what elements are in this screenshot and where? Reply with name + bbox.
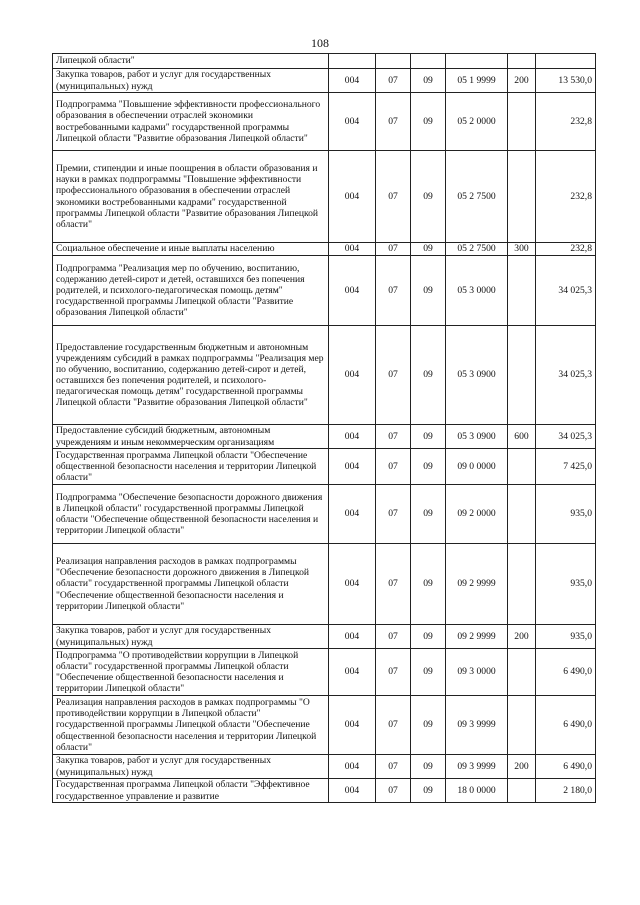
page-number: 108: [311, 36, 329, 50]
row-subsection-code: 09: [411, 625, 446, 649]
row-expense-type-code: [508, 93, 536, 151]
row-amount: 34 025,3: [536, 326, 596, 425]
row-subsection-code: 09: [411, 755, 446, 779]
row-expense-type-code: 600: [508, 425, 536, 449]
row-amount: 2 180,0: [536, 779, 596, 803]
row-target-article-code: 05 2 7500: [446, 151, 508, 243]
table-row: [53, 449, 596, 485]
row-section-code: 07: [376, 755, 411, 779]
row-description: Подпрограмма "Обеспечение безопасности дорожного движения в Липецкой области" государственной программы Липецкой области "Обеспечение общественной безопасности населения и территории Липецкой области": [53, 485, 329, 544]
row-section-code: 07: [376, 326, 411, 425]
row-description: Реализация направления расходов в рамках подпрограммы "Обеспечение безопасности дорожного движения в Липецкой области" государственной программы Липецкой области "Обеспечение общественной безопасности населения и территории Липецкой области": [53, 544, 329, 625]
row-amount: 6 490,0: [536, 696, 596, 755]
row-description: Реализация направления расходов в рамках подпрограммы "О противодействии коррупции в Липецкой области" государственной программы Липецкой области "Обеспечение общественной безопасности населения и территории Липецкой области": [53, 696, 329, 755]
row-expense-type-code: [508, 485, 536, 544]
row-amount: 935,0: [536, 625, 596, 649]
row-ministry-code: 004: [329, 256, 376, 326]
row-subsection-code: 09: [411, 449, 446, 485]
row-expense-type-code: [508, 151, 536, 243]
row-subsection-code: 09: [411, 93, 446, 151]
row-amount: 935,0: [536, 485, 596, 544]
row-target-article-code: 05 2 7500: [446, 243, 508, 256]
row-ministry-code: 004: [329, 696, 376, 755]
row-target-article-code: 05 3 0000: [446, 256, 508, 326]
row-expense-type-code: [508, 449, 536, 485]
row-expense-type-code: [508, 696, 536, 755]
row-expense-type-code: [508, 544, 536, 625]
row-amount: 34 025,3: [536, 256, 596, 326]
row-target-article-code: 09 2 9999: [446, 544, 508, 625]
row-description: Социальное обеспечение и иные выплаты населению: [53, 243, 329, 256]
row-target-article-code: 05 3 0900: [446, 326, 508, 425]
row-subsection-code: [411, 54, 446, 69]
row-amount: 6 490,0: [536, 755, 596, 779]
row-description: Государственная программа Липецкой области "Эффективное государственное управление и развитие: [53, 779, 329, 803]
row-description: Государственная программа Липецкой области "Обеспечение общественной безопасности населения и территории Липецкой области": [53, 449, 329, 485]
row-section-code: 07: [376, 243, 411, 256]
row-section-code: 07: [376, 649, 411, 696]
row-section-code: 07: [376, 93, 411, 151]
table-row: [53, 69, 596, 93]
row-amount: 232,8: [536, 243, 596, 256]
row-expense-type-code: 200: [508, 625, 536, 649]
table-row: [53, 544, 596, 625]
row-description: Предоставление субсидий бюджетным, автономным учреждениям и иным некоммерческим организациям: [53, 425, 329, 449]
row-description: Липецкой области": [53, 54, 329, 69]
row-section-code: 07: [376, 449, 411, 485]
row-subsection-code: 09: [411, 69, 446, 93]
row-ministry-code: 004: [329, 93, 376, 151]
row-amount: 935,0: [536, 544, 596, 625]
row-ministry-code: 004: [329, 151, 376, 243]
row-expense-type-code: 200: [508, 755, 536, 779]
row-target-article-code: 09 0 0000: [446, 449, 508, 485]
row-amount: 7 425,0: [536, 449, 596, 485]
row-description: Закупка товаров, работ и услуг для государственных (муниципальных) нужд: [53, 755, 329, 779]
table-row: [53, 93, 596, 151]
row-description: Закупка товаров, работ и услуг для государственных (муниципальных) нужд: [53, 625, 329, 649]
row-description: Премии, стипендии и иные поощрения в области образования и науки в рамках подпрограммы "Повышение эффективности профессионального образования в обеспечении отраслей экономики востребованными кадрами" государственной программы Липецкой области "Развитие образования Липецкой области": [53, 151, 329, 243]
row-expense-type-code: [508, 326, 536, 425]
table-row: [53, 326, 596, 425]
row-target-article-code: 09 2 0000: [446, 485, 508, 544]
row-section-code: 07: [376, 485, 411, 544]
row-ministry-code: 004: [329, 544, 376, 625]
table-row: [53, 256, 596, 326]
row-ministry-code: 004: [329, 485, 376, 544]
row-amount: 6 490,0: [536, 649, 596, 696]
table-row: [53, 151, 596, 243]
table-row: [53, 696, 596, 755]
table-body: [53, 54, 596, 803]
row-amount: 34 025,3: [536, 425, 596, 449]
table-row: [53, 625, 596, 649]
row-section-code: 07: [376, 151, 411, 243]
row-subsection-code: 09: [411, 425, 446, 449]
row-target-article-code: 05 3 0900: [446, 425, 508, 449]
row-description: Предоставление государственным бюджетным и автономным учреждениям субсидий в рамках подпрограммы "Реализация мер по обучению, воспитанию, содержанию детей-сирот и детей, оставшихся без попечения родителей, и психолого-педагогическая помощь детям" государственной программы Липецкой области "Развитие образования Липецкой области": [53, 326, 329, 425]
row-ministry-code: 004: [329, 449, 376, 485]
row-expense-type-code: 200: [508, 69, 536, 93]
row-section-code: [376, 54, 411, 69]
row-amount: 232,8: [536, 151, 596, 243]
row-amount: 232,8: [536, 93, 596, 151]
row-section-code: 07: [376, 779, 411, 803]
row-target-article-code: 05 2 0000: [446, 93, 508, 151]
row-ministry-code: 004: [329, 425, 376, 449]
table-row: [53, 54, 596, 69]
row-target-article-code: 09 2 9999: [446, 625, 508, 649]
row-section-code: 07: [376, 625, 411, 649]
row-ministry-code: 004: [329, 625, 376, 649]
row-amount: 13 530,0: [536, 69, 596, 93]
budget-table: [52, 53, 596, 803]
row-expense-type-code: [508, 779, 536, 803]
row-ministry-code: 004: [329, 69, 376, 93]
row-ministry-code: [329, 54, 376, 69]
row-section-code: 07: [376, 544, 411, 625]
row-amount: [536, 54, 596, 69]
row-expense-type-code: [508, 649, 536, 696]
row-subsection-code: 09: [411, 696, 446, 755]
table-row: [53, 755, 596, 779]
row-section-code: 07: [376, 69, 411, 93]
row-ministry-code: 004: [329, 243, 376, 256]
row-target-article-code: 18 0 0000: [446, 779, 508, 803]
row-description: Подпрограмма "О противодействии коррупции в Липецкой области" государственной программы Липецкой области "Обеспечение общественной безопасности населения и территории Липецкой области": [53, 649, 329, 696]
row-description: Закупка товаров, работ и услуг для государственных (муниципальных) нужд: [53, 69, 329, 93]
row-ministry-code: 004: [329, 649, 376, 696]
row-subsection-code: 09: [411, 649, 446, 696]
row-section-code: 07: [376, 425, 411, 449]
row-expense-type-code: [508, 54, 536, 69]
row-subsection-code: 09: [411, 485, 446, 544]
table-row: [53, 485, 596, 544]
table-row: [53, 779, 596, 803]
row-subsection-code: 09: [411, 326, 446, 425]
row-section-code: 07: [376, 696, 411, 755]
row-subsection-code: 09: [411, 151, 446, 243]
row-target-article-code: 09 3 9999: [446, 755, 508, 779]
row-target-article-code: 05 1 9999: [446, 69, 508, 93]
row-subsection-code: 09: [411, 243, 446, 256]
row-subsection-code: 09: [411, 256, 446, 326]
table-row: [53, 425, 596, 449]
row-subsection-code: 09: [411, 544, 446, 625]
row-target-article-code: [446, 54, 508, 69]
row-expense-type-code: [508, 256, 536, 326]
table-row: [53, 649, 596, 696]
row-ministry-code: 004: [329, 779, 376, 803]
table-row: [53, 243, 596, 256]
row-section-code: 07: [376, 256, 411, 326]
row-target-article-code: 09 3 0000: [446, 649, 508, 696]
row-ministry-code: 004: [329, 755, 376, 779]
row-description: Подпрограмма "Повышение эффективности профессионального образования в обеспечении отраслей экономики востребованными кадрами" государственной программы Липецкой области "Развитие образования Липецкой области": [53, 93, 329, 151]
row-target-article-code: 09 3 9999: [446, 696, 508, 755]
row-ministry-code: 004: [329, 326, 376, 425]
row-subsection-code: 09: [411, 779, 446, 803]
row-description: Подпрограмма "Реализация мер по обучению, воспитанию, содержанию детей-сирот и детей, оставшихся без попечения родителей, и психолого-педагогическая помощь детям" государственной программы Липецкой области "Развитие образования Липецкой области": [53, 256, 329, 326]
row-expense-type-code: 300: [508, 243, 536, 256]
